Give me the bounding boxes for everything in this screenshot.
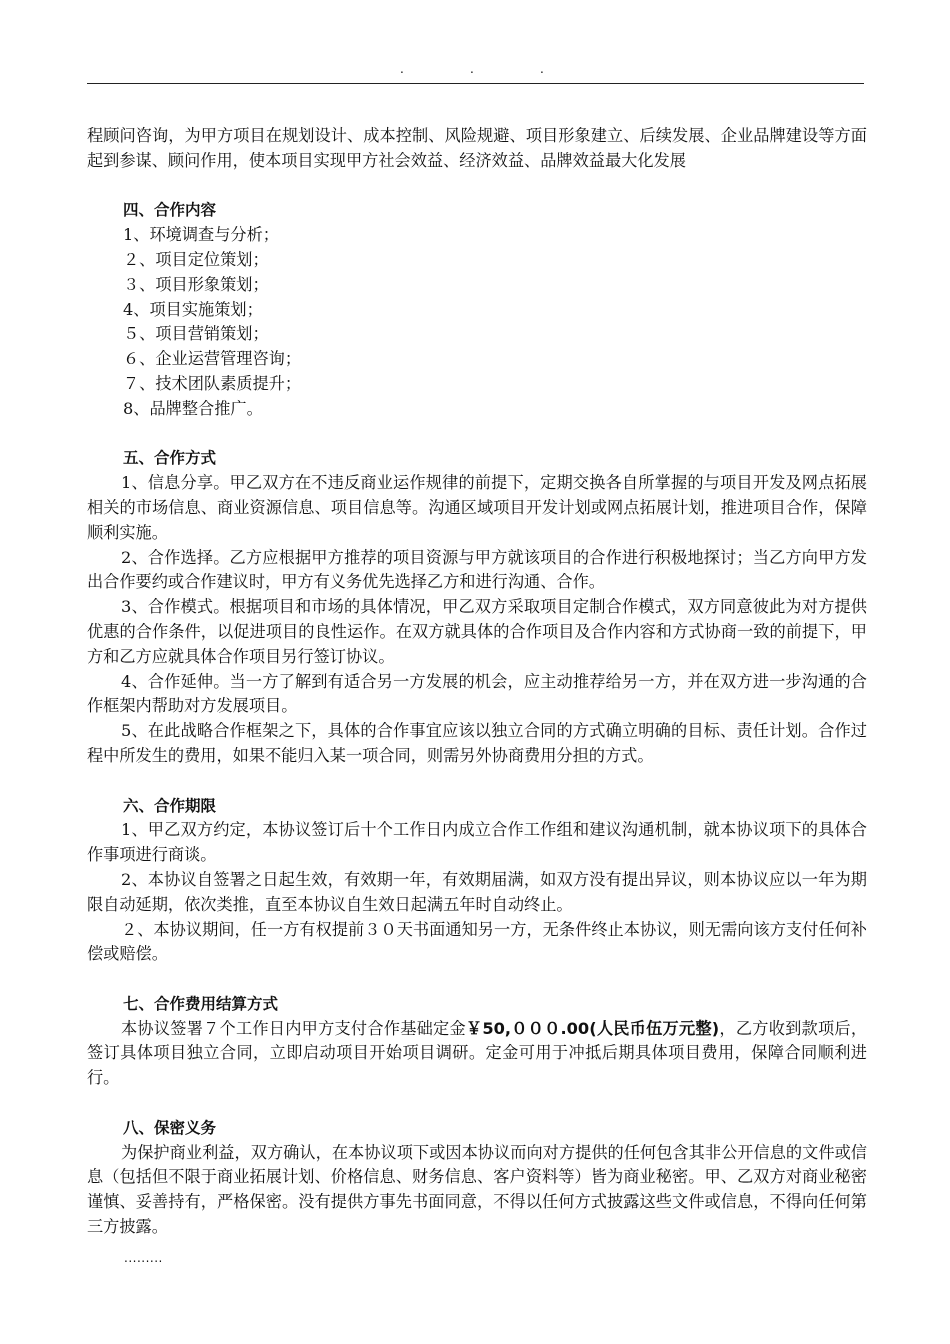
header-dot: . <box>400 62 404 76</box>
spacer <box>87 967 867 992</box>
header-dots <box>400 62 560 76</box>
header-dot: . <box>540 62 544 76</box>
header-dot: . <box>470 62 474 76</box>
list-item: 4、项目实施策划； <box>123 299 263 319</box>
fee-amount: ￥50,０００.00(人民币伍万元整) <box>465 1018 720 1038</box>
paragraph: 2、本协议自签署之日起生效，有效期一年，有效期届满，如双方没有提出异议，则本协议应以一年为期限自动延期，依次类推，直至本协议自生效日起满五年时自动终止。 <box>87 869 867 914</box>
paragraph: 1、信息分享。甲乙双方在不违反商业运作规律的前提下，定期交换各自所掌握的与项目开发及网点拓展相关的市场信息、商业资源信息、项目信息等。沟通区域项目开发计划或网点拓展计划，推进项目合作，保障顺利实施。 <box>87 473 867 542</box>
fee-text-after: ，乙方收到款项后，签订具体项目独立合同，立即启动项目开始项目调研。定金可用于冲抵后期具体项目费用，保障合同顺利进行。 <box>87 1018 868 1088</box>
spacer <box>87 174 867 199</box>
paragraph: 为保护商业利益，双方确认，在本协议项下或因本协议而向对方提供的任何包含其非公开信息的文件或信息（包括但不限于商业拓展计划、价格信息、财务信息、客户资料等）皆为商业秘密。甲、乙双方对商业秘密谨慎、妥善持有，严格保密。没有提供方事先书面同意，不得以任何方式披露这些文件或信息，不得向任何第三方披露。 <box>87 1142 867 1237</box>
spacer <box>87 769 867 794</box>
spacer <box>87 422 867 447</box>
paragraph: 1、甲乙双方约定，本协议签订后十个工作日内成立合作工作组和建议沟通机制，就本协议项下的具体合作事项进行商谈。 <box>87 820 867 865</box>
intro-paragraph: 程顾问咨询，为甲方项目在规划设计、成本控制、风险规避、项目形象建立、后续发展、企业品牌建设等方面起到参谋、顾问作用，使本项目实现甲方社会效益、经济效益、品牌效益最大化发展 <box>87 126 867 170</box>
section6-heading: 六、合作期限 <box>123 796 217 815</box>
list-item: ７、技术团队素质提升； <box>123 373 302 393</box>
list-item: ３、项目形象策划； <box>123 274 269 294</box>
list-item: ２、项目定位策划； <box>123 249 269 269</box>
paragraph: 5、在此战略合作框架之下，具体的合作事宜应该以独立合同的方式确立明确的目标、责任计划。合作过程中所发生的费用，如果不能归入某一项合同，则需另外协商费用分担的方式。 <box>87 721 867 765</box>
paragraph: 4、合作延伸。当一方了解到有适合另一方发展的机会，应主动推荐给另一方，并在双方进一步沟通的合作框架内帮助对方发展项目。 <box>87 671 867 716</box>
paragraph <box>87 1017 867 1091</box>
header-rule <box>87 83 864 84</box>
section5-heading: 五、合作方式 <box>123 449 217 468</box>
section4-heading: 四、合作内容 <box>123 201 217 220</box>
document-body <box>87 124 867 1240</box>
list-item: 1、环境调查与分析； <box>123 225 279 245</box>
paragraph: ２、本协议期间，任一方有权提前３０天书面通知另一方，无条件终止本协议，则无需向该方支付任何补偿或赔偿。 <box>87 919 867 964</box>
list-item: ６、企业运营管理咨询； <box>123 349 302 369</box>
list-item: 8、品牌整合推广。 <box>123 398 263 418</box>
paragraph: 2、合作选择。乙方应根据甲方推荐的项目资源与甲方就该项目的合作进行积极地探讨；当乙方向甲方发出合作要约或合作建议时，甲方有义务优先选择乙方和进行沟通、合作。 <box>87 547 867 592</box>
list-item: ５、项目营销策划； <box>123 324 269 344</box>
footer-dots: ......... <box>124 1251 163 1265</box>
section8-heading: 八、保密义务 <box>123 1118 217 1137</box>
section7-heading: 七、合作费用结算方式 <box>123 994 279 1013</box>
fee-text-before: 本协议签署７个工作日内甲方支付合作基础定金 <box>121 1018 466 1038</box>
paragraph: 3、合作模式。根据项目和市场的具体情况，甲乙双方采取项目定制合作模式，双方同意彼此为对方提供优惠的合作条件，以促进项目的良性运作。在双方就具体的合作项目及合作内容和方式协商一致的前提下，甲方和乙方应就具体合作项目另行签订协议。 <box>87 597 867 666</box>
spacer <box>87 1091 867 1116</box>
